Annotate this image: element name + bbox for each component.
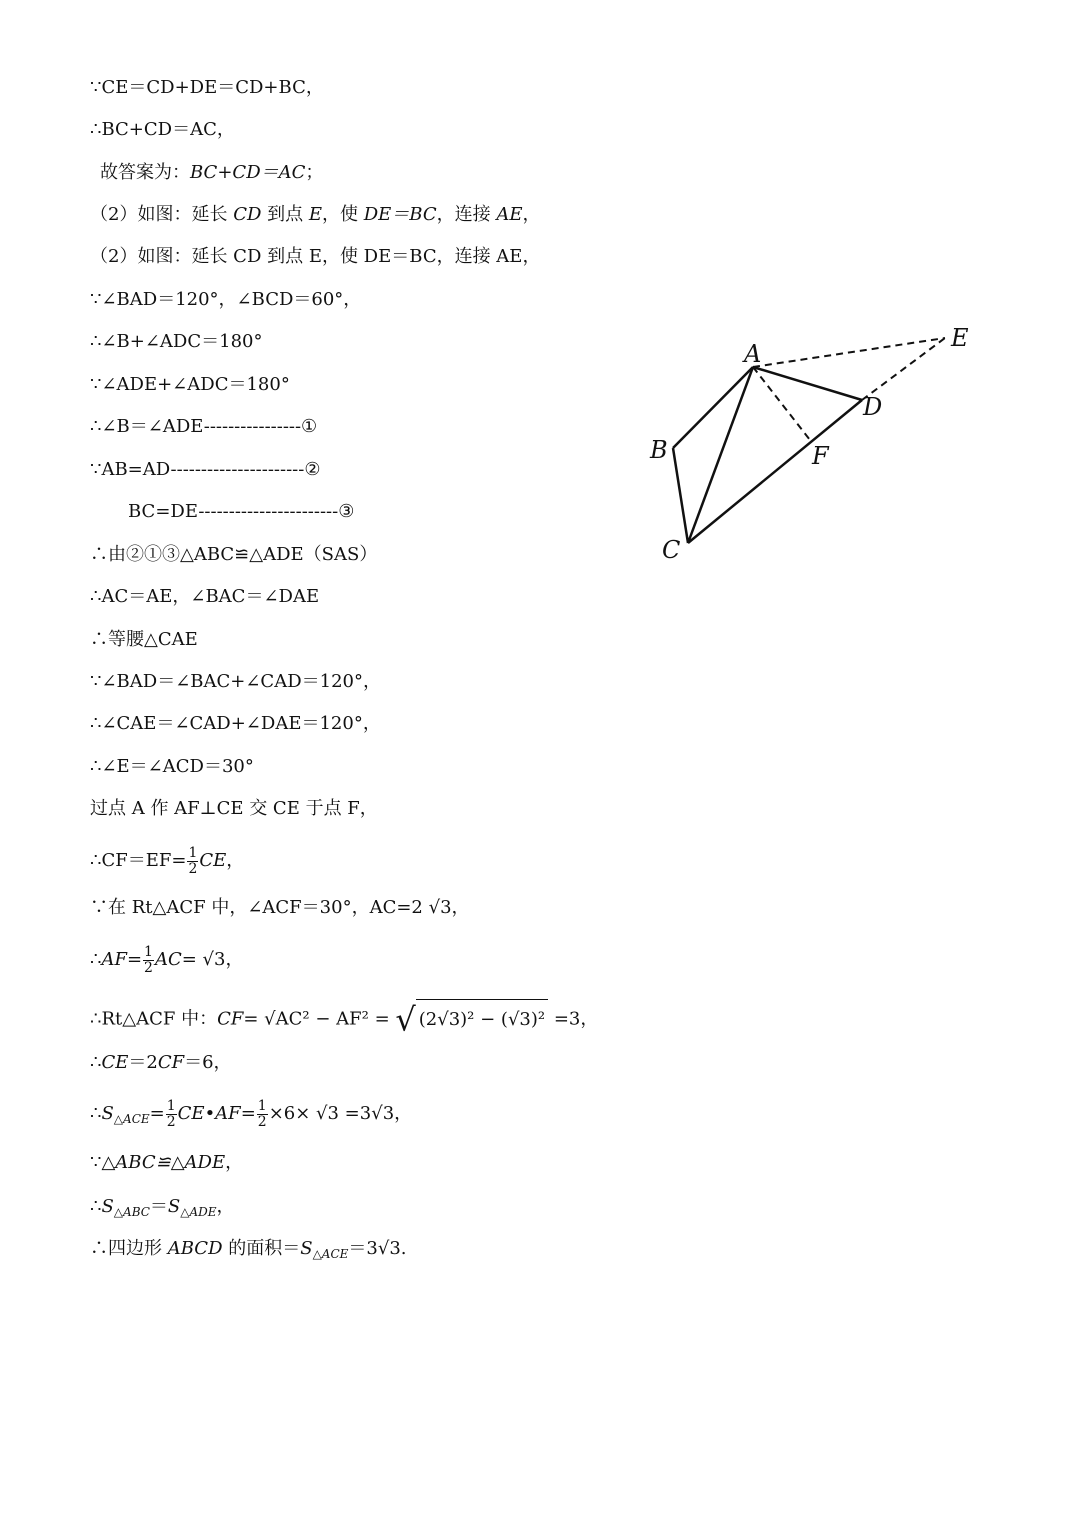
text-span: =3， xyxy=(548,1008,599,1030)
proof-line-12: ∴由②①③△ABC≌△ADE（SAS） xyxy=(90,544,378,565)
geometry-figure xyxy=(640,318,1000,568)
segment-de-dashed xyxy=(862,338,945,400)
radical-body: (2√3)² − (√3)² xyxy=(416,999,548,1040)
proof-line-24 xyxy=(90,1097,412,1131)
proof-line-1: ∵CE＝CD+DE＝CD+BC， xyxy=(90,77,324,98)
proof-line-22 xyxy=(90,999,598,1039)
text-span: = √3， xyxy=(181,949,244,970)
math-span: E xyxy=(308,204,322,225)
large-radical: √ (2√3)² − (√3)² xyxy=(395,999,548,1040)
text-span: = xyxy=(240,1103,256,1124)
label-d: D xyxy=(863,393,883,421)
proof-line-20: ∵在 Rt△ACF 中，∠ACF＝30°，AC=2 √3， xyxy=(90,897,470,918)
text-span: ∵ xyxy=(90,1152,102,1173)
proof-line-21 xyxy=(90,943,243,977)
fraction xyxy=(257,1099,268,1130)
math-span: S xyxy=(101,1103,114,1124)
label-a: A xyxy=(744,340,762,368)
text-span: = xyxy=(368,1008,396,1030)
math-span: CF xyxy=(157,1052,185,1073)
text-span: = xyxy=(149,1103,165,1124)
fraction-numerator: 1 xyxy=(144,943,153,960)
text-span: ＝6， xyxy=(184,1052,232,1073)
text-span: ， xyxy=(226,850,245,871)
text-span: ∴Rt△ACF 中： xyxy=(90,1008,218,1030)
proof-line-23 xyxy=(90,1051,232,1075)
math-span: S xyxy=(167,1196,181,1217)
fraction xyxy=(166,1099,177,1130)
proof-line-26 xyxy=(90,1195,235,1219)
text-span: ， xyxy=(522,204,541,225)
radical-expression: √AC² − AF² xyxy=(264,1008,369,1030)
part2-intro-italic xyxy=(90,203,541,227)
text-span: ∴ xyxy=(90,949,102,970)
segment-ad xyxy=(753,367,862,400)
text-span: ×6× √3 =3√3， xyxy=(268,1103,413,1124)
segment-af-dashed xyxy=(753,367,810,440)
text-span: ，使 xyxy=(322,204,364,225)
fraction-denominator: 2 xyxy=(144,959,153,976)
text-span: ＝2 xyxy=(128,1052,158,1073)
math-span: S xyxy=(300,1238,313,1259)
proof-line-27 xyxy=(90,1237,407,1261)
subscript: △ADE xyxy=(180,1205,217,1219)
fraction-numerator: 1 xyxy=(166,1097,176,1114)
proof-line-10: ∵AB=AD----------------------② xyxy=(90,459,321,480)
segment-ae-dashed xyxy=(753,338,945,367)
math-span: ABCD xyxy=(167,1238,223,1259)
proof-line-7: ∴∠B+∠ADC＝180° xyxy=(90,331,263,352)
label-f: F xyxy=(812,442,829,470)
proof-line-15: ∵∠BAD＝∠BAC+∠CAD＝120°， xyxy=(90,671,381,692)
text-span: 的面积＝ xyxy=(222,1238,301,1259)
math-span: AF xyxy=(101,949,127,970)
text-span: （2）如图：延长 xyxy=(90,204,234,225)
fraction-denominator: 2 xyxy=(188,860,198,877)
segment-bc xyxy=(673,448,688,543)
proof-line-14: ∴等腰△CAE xyxy=(90,629,198,650)
math-span: DE＝BC xyxy=(363,204,437,225)
proof-line-16: ∴∠CAE＝∠CAD+∠DAE＝120°， xyxy=(90,713,381,734)
answer-expression: BC+CD＝AC xyxy=(190,162,306,183)
text-span: 到点 xyxy=(261,204,309,225)
text-span: ， xyxy=(225,1152,244,1173)
math-span: CE•AF xyxy=(177,1103,241,1124)
proof-line-2: ∴BC+CD＝AC， xyxy=(90,119,235,140)
math-span: S xyxy=(101,1196,114,1217)
fraction xyxy=(143,945,154,976)
proof-line-13: ∴AC＝AE，∠BAC＝∠DAE xyxy=(90,586,320,607)
subscript: △ABC xyxy=(113,1205,150,1219)
label-e: E xyxy=(951,324,969,352)
subscript: △ACE xyxy=(113,1112,150,1126)
fraction-numerator: 1 xyxy=(257,1097,267,1114)
math-span: CD xyxy=(233,204,262,225)
text-span: ∴ xyxy=(90,1103,102,1124)
segment-ab xyxy=(673,367,753,448)
text-span: ∴四边形 xyxy=(90,1238,168,1259)
proof-line-19 xyxy=(90,844,244,878)
proof-line-25 xyxy=(90,1151,243,1175)
math-span: AE xyxy=(496,204,523,225)
fraction-denominator: 2 xyxy=(257,1113,267,1130)
text-span: ∴ xyxy=(90,1052,102,1073)
text-span: ， xyxy=(216,1196,235,1217)
text-span: ，连接 xyxy=(436,204,497,225)
fraction xyxy=(187,846,198,877)
math-span: CF xyxy=(217,1008,244,1030)
fraction-numerator: 1 xyxy=(188,844,198,861)
proof-line-9: ∴∠B＝∠ADE----------------① xyxy=(90,416,318,437)
math-span: CE xyxy=(199,850,227,871)
proof-line-6: ∵∠BAD＝120°，∠BCD＝60°， xyxy=(90,289,362,310)
text-span: ＝ xyxy=(149,1196,168,1217)
text-span: = xyxy=(243,1008,265,1030)
proof-line-11: BC=DE-----------------------③ xyxy=(128,501,355,522)
math-span: CE xyxy=(101,1052,129,1073)
fraction-denominator: 2 xyxy=(166,1113,176,1130)
proof-line-18: 过点 A 作 AF⊥CE 交 CE 于点 F， xyxy=(90,798,378,819)
text-span: ∴CF＝EF= xyxy=(90,850,187,871)
text-span: ＝3√3. xyxy=(348,1238,407,1259)
part2-intro: （2）如图：延长 CD 到点 E，使 DE＝BC，连接 AE， xyxy=(90,246,541,267)
proof-line-8: ∵∠ADE+∠ADC＝180° xyxy=(90,374,290,395)
label-b: B xyxy=(650,436,668,464)
subscript: △ACE xyxy=(312,1247,349,1261)
label-c: C xyxy=(662,536,681,564)
proof-line-17: ∴∠E＝∠ACD＝30° xyxy=(90,756,254,777)
text-span: = xyxy=(126,949,143,970)
text-span: ∴ xyxy=(90,1196,102,1217)
answer-suffix: ； xyxy=(305,162,324,183)
answer-line xyxy=(100,161,323,185)
math-span: AC xyxy=(154,949,182,970)
answer-prefix: 故答案为： xyxy=(100,162,190,183)
math-span: △ABC≌△ADE xyxy=(101,1152,226,1173)
